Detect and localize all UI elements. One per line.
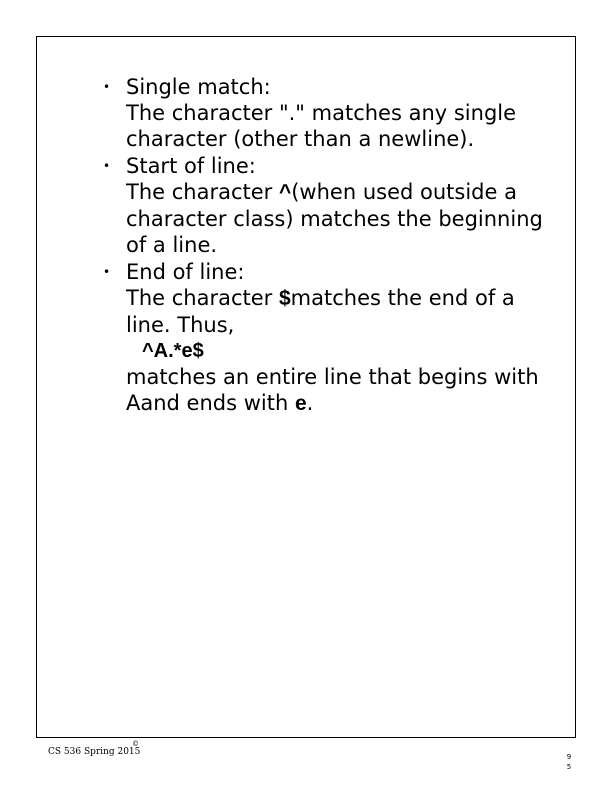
body-text: . <box>306 391 314 415</box>
footer-course: CS 536 Spring 2015 <box>48 747 141 757</box>
bullet-single-match <box>103 74 543 152</box>
code-a: A <box>126 391 141 415</box>
bullet-title: Start of line: <box>126 154 256 178</box>
body-text: The character <box>126 180 279 204</box>
bullet-body <box>126 179 543 258</box>
page-number-line-1: 9 <box>566 753 572 761</box>
bullet-marker: • <box>103 80 111 94</box>
body-text: matches an entire line that begins with <box>126 365 539 389</box>
code-dollar: $ <box>278 287 291 310</box>
body-text: matches the end of a line. Thus, <box>126 286 515 337</box>
copyright-symbol: © <box>132 740 139 748</box>
bullet-body-continued <box>126 364 543 417</box>
code-e: e <box>294 392 307 415</box>
code-caret: ^ <box>278 181 292 204</box>
bullet-marker: • <box>103 265 111 279</box>
bullet-body <box>126 285 543 338</box>
page-number-line-2: 5 <box>566 763 572 771</box>
body-text: (when used outside a character class) matches the beginning of a line. <box>126 180 543 257</box>
bullet-start-of-line <box>103 153 543 258</box>
bullet-list <box>103 74 543 418</box>
page-number <box>563 752 575 772</box>
body-text: The character <box>126 286 279 310</box>
bullet-end-of-line <box>103 259 543 417</box>
body-text: and ends with <box>140 391 295 415</box>
bullet-title: End of line: <box>126 260 245 284</box>
bullet-marker: • <box>103 159 111 173</box>
bullet-body: The character "." matches any single character (other than a newline). <box>126 101 517 151</box>
bullet-title: Single match: <box>126 75 271 99</box>
regex-example: ^A.*e$ <box>142 340 204 362</box>
